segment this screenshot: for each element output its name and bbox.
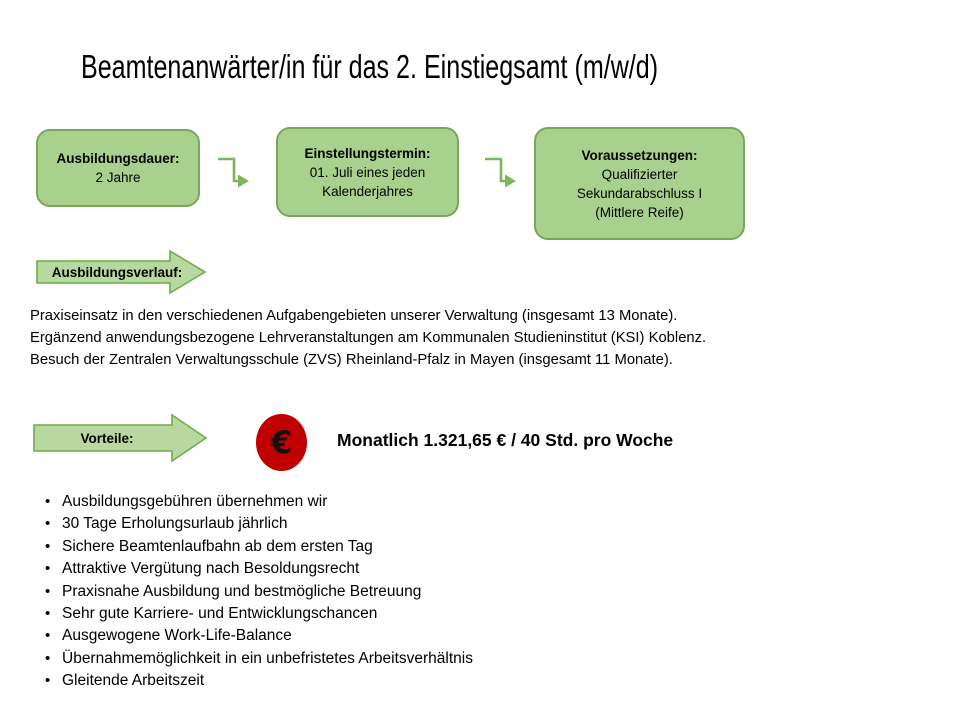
flow-box-title: Voraussetzungen: [581,147,698,163]
ausbildungsverlauf-text [30,305,710,371]
flow-box-line: Qualifizierter [601,166,678,182]
paragraph-line: Besuch der Zentralen Verwaltungsschule (ZVS) Rheinland-Pfalz in Mayen (insgesamt 11 Monate). [30,352,673,368]
flow-box-voraussetzungen [534,127,745,240]
page-title [81,48,840,86]
list-item: • 30 Tage Erholungsurlaub jährlich [62,513,742,535]
list-item: • Gleitende Arbeitszeit [62,670,742,692]
bent-arrow-icon [483,156,519,190]
euro-icon: € [256,414,307,471]
list-item: • Ausbildungsgebühren übernehmen wir [62,491,742,513]
flow-box-title: Einstellungstermin: [304,145,431,161]
list-item: • Ausgewogene Work-Life-Balance [62,625,742,647]
flow-box-line: (Mittlere Reife) [595,204,684,220]
flow-box-line: Kalenderjahres [322,183,413,199]
section-label: Ausbildungsverlauf: [51,264,183,280]
page-title-text: Beamtenanwärter/in für das 2. Einstiegsamt (m/w/d) [81,48,659,85]
list-item: • Übernahmemöglichkeit in ein unbefristetes Arbeitsverhältnis [62,648,742,670]
list-item: • Praxisnahe Ausbildung und bestmögliche Betreuung [62,581,742,603]
salary-line: Monatlich 1.321,65 € / 40 Std. pro Woche [337,430,674,450]
flow-box-line: Sekundarabschluss I [576,185,703,201]
bent-arrow-icon [216,156,252,190]
paragraph-line: Ergänzend anwendungsbezogene Lehrveranstaltungen am Kommunalen Studieninstitut (KSI) Koblenz. [30,330,707,346]
vorteile-arrow-banner [33,413,208,463]
section-label: Vorteile: [80,430,134,446]
flow-box-title: Ausbildungsdauer: [56,151,180,166]
list-item: • Attraktive Vergütung nach Besoldungsrecht [62,558,742,580]
ausbildungsverlauf-arrow-banner [36,249,208,295]
flow-box-ausbildungsdauer [36,129,200,207]
paragraph-line: Praxiseinsatz in den verschiedenen Aufgabengebieten unserer Verwaltung (insgesamt 13 Monate). [30,308,678,324]
benefits-list [62,491,742,693]
list-item: • Sehr gute Karriere- und Entwicklungschancen [62,603,742,625]
flow-box-einstellungstermin [276,127,459,217]
flow-box-line: 01. Juli eines jeden [309,164,426,180]
flow-box-line: 2 Jahre [95,170,141,185]
list-item: • Sichere Beamtenlaufbahn ab dem ersten Tag [62,536,742,558]
